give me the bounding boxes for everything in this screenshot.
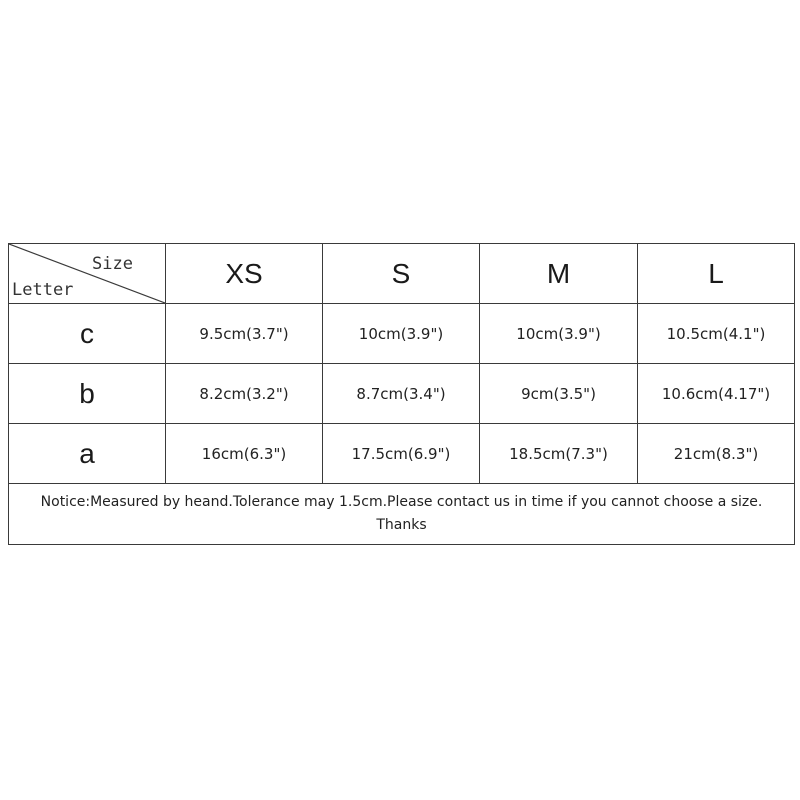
value-cell: 10.6cm(4.17") <box>638 364 795 424</box>
value-cell: 10.5cm(4.1") <box>638 304 795 364</box>
corner-size-label: Size <box>92 254 133 274</box>
notice-text: Notice:Measured by heand.Tolerance may 1.5cm.Please contact us in time if you cannot choose a size. <box>40 494 763 510</box>
size-chart-table <box>8 243 795 545</box>
value-cell: 16cm(6.3") <box>166 424 323 484</box>
row-letter-c: c <box>9 304 166 364</box>
value-cell: 18.5cm(7.3") <box>480 424 638 484</box>
value-cell: 10cm(3.9") <box>480 304 638 364</box>
table-row <box>9 424 795 484</box>
header-row <box>9 244 795 304</box>
value-cell: 17.5cm(6.9") <box>323 424 480 484</box>
value-cell: 8.2cm(3.2") <box>166 364 323 424</box>
size-header-s: S <box>323 244 480 304</box>
value-cell: 9.5cm(3.7") <box>166 304 323 364</box>
size-header-xs: XS <box>166 244 323 304</box>
size-header-m: M <box>480 244 638 304</box>
size-header-l: L <box>638 244 795 304</box>
notice-row <box>9 484 795 545</box>
table-row <box>9 304 795 364</box>
corner-cell <box>9 244 166 304</box>
corner-letter-label: Letter <box>12 280 74 300</box>
row-letter-a: a <box>9 424 166 484</box>
row-letter-b: b <box>9 364 166 424</box>
value-cell: 9cm(3.5") <box>480 364 638 424</box>
notice-thanks: Thanks <box>376 517 427 533</box>
notice-cell <box>9 484 795 545</box>
value-cell: 8.7cm(3.4") <box>323 364 480 424</box>
value-cell: 21cm(8.3") <box>638 424 795 484</box>
table-row <box>9 364 795 424</box>
value-cell: 10cm(3.9") <box>323 304 480 364</box>
